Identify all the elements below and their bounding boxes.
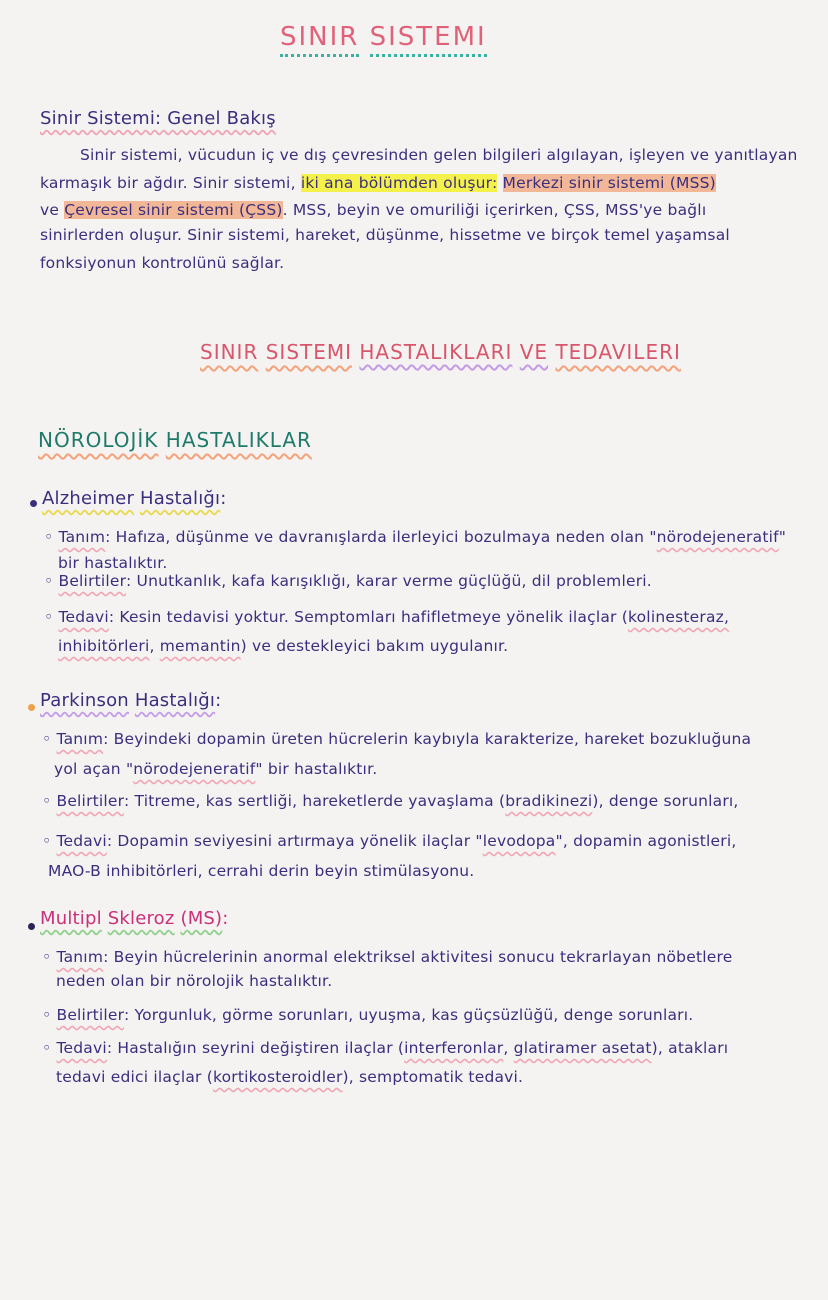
text: : Hafıza, düşünme ve davranışlarda ilerleyici bozulmaya neden olan " bbox=[105, 528, 657, 546]
parkinson-tanim-cont bbox=[54, 760, 377, 778]
text: Multipl bbox=[40, 908, 102, 929]
term: glatiramer asetat bbox=[513, 1039, 652, 1057]
term: bradikinezi bbox=[505, 792, 593, 810]
term: nörodejeneratif bbox=[656, 528, 779, 546]
text: ) ve destekleyici bakım uygulanır. bbox=[240, 637, 509, 655]
text bbox=[497, 174, 502, 192]
alzheimer-tanim-cont: bir hastalıktır. bbox=[58, 554, 168, 572]
ms-tedavi: ◦ Tedavi: Hastalığın seyrini değiştiren ilaçlar (interferonlar, glatiramer asetat), atakları bbox=[42, 1039, 729, 1057]
term: levodopa bbox=[482, 832, 556, 850]
overview-heading bbox=[40, 108, 276, 129]
text: Hastalığı bbox=[134, 690, 216, 711]
section-word: TEDAVILERI bbox=[555, 340, 681, 364]
text: ), semptomatik tedavi. bbox=[342, 1068, 524, 1086]
overview-line: Sinir sistemi, vücudun iç ve dış çevresinden gelen bilgileri algılayan, işleyen ve yanıtlayan bbox=[80, 146, 798, 164]
overview-heading-text: Sinir Sistemi: Genel Bakış bbox=[40, 108, 276, 129]
text: Parkinson bbox=[40, 690, 129, 711]
parkinson-tanim: ◦ Tanım: Beyindeki dopamin üreten hücrelerin kaybıyla karakterize, hareket bozukluğuna bbox=[42, 730, 752, 748]
bullet-icon bbox=[28, 923, 35, 930]
section-word: SISTEMI bbox=[265, 340, 353, 364]
neuro-heading bbox=[38, 428, 312, 452]
text: " bir hastalıktır. bbox=[255, 760, 378, 778]
label: Tanım bbox=[58, 528, 106, 546]
parkinson-tedavi: ◦ Tedavi: Dopamin seviyesini artırmaya yönelik ilaçlar "levodopa", dopamin agonistleri, bbox=[42, 832, 737, 850]
label: Tedavi bbox=[58, 608, 109, 626]
term: memantin bbox=[159, 637, 241, 655]
label: Belirtiler bbox=[58, 572, 126, 590]
ms-tanim-cont: neden olan bir nörolojik hastalıktır. bbox=[56, 972, 333, 990]
overview-line: fonksiyonun kontrolünü sağlar. bbox=[40, 254, 285, 272]
term: interferonlar bbox=[404, 1039, 504, 1057]
text: (MS) bbox=[180, 908, 223, 929]
section-word: SINIR bbox=[200, 340, 259, 364]
ms-belirtiler: ◦ Belirtiler: Yorgunluk, görme sorunları, uyuşma, kas güçsüzlüğü, denge sorunları. bbox=[42, 1006, 694, 1024]
bullet-icon bbox=[28, 704, 35, 711]
text: , bbox=[503, 1039, 514, 1057]
term: kolinesteraz, bbox=[628, 608, 730, 626]
section-word: HASTALIKLARI bbox=[359, 340, 513, 364]
parkinson-belirtiler: ◦ Belirtiler: Titreme, kas sertliği, hareketlerde yavaşlama (bradikinezi), denge sorunları, bbox=[42, 792, 739, 810]
text: : Beyindeki dopamin üreten hücrelerin kaybıyla karakterize, hareket bozukluğuna bbox=[103, 730, 752, 748]
ms-heading bbox=[40, 908, 229, 929]
text: : Titreme, kas sertliği, hareketlerde yavaşlama ( bbox=[123, 792, 506, 810]
text: : Hastalığın seyrini değiştiren ilaçlar ( bbox=[106, 1039, 405, 1057]
ms-tedavi-cont bbox=[56, 1068, 523, 1086]
text: : Dopamin seviyesini artırmaya yönelik ilaçlar " bbox=[106, 832, 483, 850]
text: : bbox=[220, 488, 227, 509]
label: Tanım bbox=[56, 948, 104, 966]
text: Hastalığı bbox=[139, 488, 221, 509]
parkinson-tedavi-cont: MAO-B inhibitörleri, cerrahi derin beyin stimülasyonu. bbox=[48, 862, 475, 880]
text: Skleroz bbox=[107, 908, 175, 929]
title-word: SINIR bbox=[280, 22, 359, 57]
alzheimer-tanim: ◦ Tanım: Hafıza, düşünme ve davranışlarda ilerleyici bozulmaya neden olan "nörodejeneratif" bbox=[44, 528, 787, 546]
term: nörodejeneratif bbox=[133, 760, 256, 778]
text: ), atakları bbox=[651, 1039, 729, 1057]
text: Alzheimer bbox=[42, 488, 135, 509]
title-word: SISTEMI bbox=[370, 22, 487, 57]
parkinson-heading bbox=[40, 690, 221, 711]
text: : Yorgunluk, görme sorunları, uyuşma, kas güçsüzlüğü, denge sorunları. bbox=[123, 1006, 694, 1024]
text: ", dopamin agonistleri, bbox=[555, 832, 737, 850]
term: inhibitörleri bbox=[58, 637, 150, 655]
label: Tedavi bbox=[56, 832, 107, 850]
heading-word: HASTALIKLAR bbox=[165, 428, 312, 452]
text: ), denge sorunları, bbox=[592, 792, 739, 810]
text: ve bbox=[40, 201, 65, 219]
text: : bbox=[222, 908, 229, 929]
overview-line bbox=[40, 201, 706, 219]
highlight-orange: Merkezi sinir sistemi (MSS) bbox=[502, 174, 716, 192]
section-word: VE bbox=[519, 340, 549, 364]
text: : Kesin tedavisi yoktur. Semptomları hafifletmeye yönelik ilaçlar ( bbox=[108, 608, 628, 626]
text: . MSS, beyin ve omuriliği içerirken, ÇSS, MSS'ye bağlı bbox=[282, 201, 707, 219]
alzheimer-belirtiler: ◦ Belirtiler: Unutkanlık, kafa karışıklığı, karar verme güçlüğü, dil problemleri. bbox=[44, 572, 652, 590]
text: : bbox=[215, 690, 222, 711]
highlight-yellow: iki ana bölümden oluşur: bbox=[300, 174, 498, 192]
overview-line: sinirlerden oluşur. Sinir sistemi, hareket, düşünme, hissetme ve birçok temel yaşamsal bbox=[40, 226, 730, 244]
section-title bbox=[200, 340, 681, 364]
text: yol açan " bbox=[54, 760, 134, 778]
term: kortikosteroidler bbox=[212, 1068, 343, 1086]
ms-tanim: ◦ Tanım: Beyin hücrelerinin anormal elektriksel aktivitesi sonucu tekrarlayan nöbetlere bbox=[42, 948, 733, 966]
alzheimer-tedavi-cont bbox=[58, 637, 508, 655]
text: : Unutkanlık, kafa karışıklığı, karar verme güçlüğü, dil problemleri. bbox=[125, 572, 652, 590]
heading-word: NÖROLOJİK bbox=[38, 428, 159, 452]
label: Belirtiler bbox=[56, 792, 124, 810]
overview-line bbox=[40, 174, 716, 192]
text: karmaşık bir ağdır. Sinir sistemi, bbox=[40, 174, 301, 192]
page-title bbox=[280, 22, 487, 57]
text: tedavi edici ilaçlar ( bbox=[56, 1068, 213, 1086]
label: Tanım bbox=[56, 730, 104, 748]
bullet-icon bbox=[30, 500, 37, 507]
text: : Beyin hücrelerinin anormal elektriksel aktivitesi sonucu tekrarlayan nöbetlere bbox=[103, 948, 733, 966]
text: " bbox=[778, 528, 787, 546]
label: Tedavi bbox=[56, 1039, 107, 1057]
label: Belirtiler bbox=[56, 1006, 124, 1024]
text: , bbox=[149, 637, 160, 655]
alzheimer-tedavi: ◦ Tedavi: Kesin tedavisi yoktur. Semptomları hafifletmeye yönelik ilaçlar (kolinesteraz, bbox=[44, 608, 730, 626]
highlight-orange: Çevresel sinir sistemi (ÇSS) bbox=[64, 201, 283, 219]
alzheimer-heading bbox=[42, 488, 227, 509]
